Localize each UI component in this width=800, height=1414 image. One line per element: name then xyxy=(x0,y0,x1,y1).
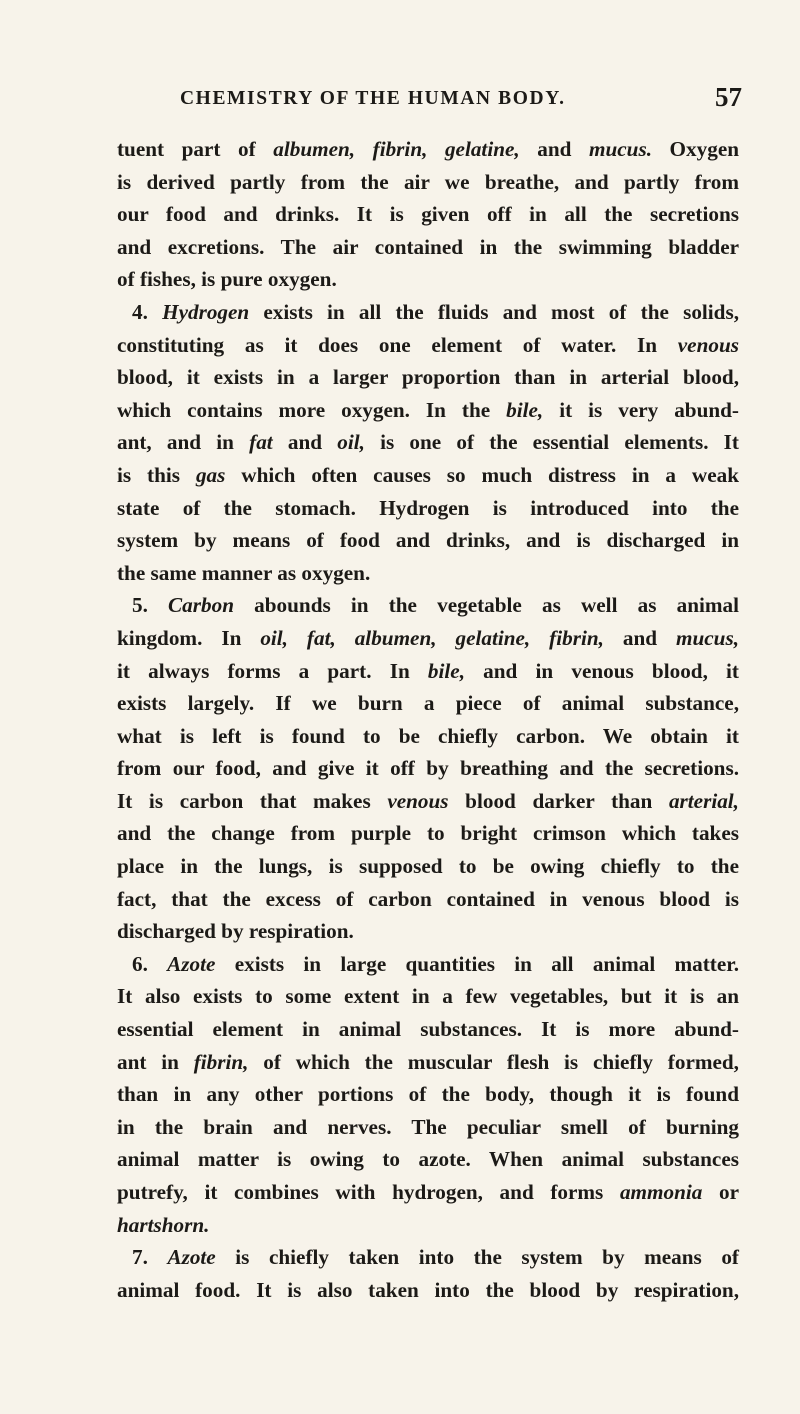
text-run: in the brain and nerves. The peculiar smell of burning xyxy=(117,1114,739,1139)
text-run: constituting as it does one element of water. In xyxy=(117,332,678,357)
text-run: 7. xyxy=(132,1245,168,1270)
text-run: tuent part of xyxy=(117,137,274,161)
text-run: which often causes so much distress in a weak xyxy=(225,462,740,487)
text-line xyxy=(117,557,739,590)
text-line xyxy=(117,426,739,459)
text-run: and xyxy=(272,430,338,455)
italic-term: ammonia xyxy=(619,1180,703,1204)
italic-term: albumen, fibrin, gelatine, xyxy=(273,137,520,161)
text-run: fact, that the excess of carbon contained in venous blood is xyxy=(117,886,739,911)
text-line xyxy=(117,622,739,655)
italic-term: bile, xyxy=(506,397,544,422)
text-line xyxy=(117,589,739,622)
text-run: or xyxy=(702,1180,739,1204)
italic-term: venous xyxy=(387,788,449,813)
italic-term: oil, xyxy=(337,430,365,455)
text-run: blood darker than xyxy=(448,788,669,813)
text-run: which contains more oxygen. In the xyxy=(117,397,507,422)
text-line xyxy=(117,296,739,329)
text-run: and excretions. The air contained in the swimming bladder xyxy=(117,234,739,259)
text-line xyxy=(117,1209,739,1242)
text-run: and the change from purple to bright crimson which takes xyxy=(117,821,739,846)
body-text xyxy=(117,133,739,1306)
text-run: animal matter is owing to azote. When animal substances xyxy=(117,1147,739,1172)
text-line xyxy=(117,492,739,525)
text-run: it is very abund- xyxy=(543,397,739,422)
text-run: what is left is found to be chiefly carbon. We obtain it xyxy=(117,723,739,748)
text-run: of which the muscular flesh is chiefly formed, xyxy=(248,1049,739,1074)
text-run: exists in all the fluids and most of the solids, xyxy=(249,299,740,324)
text-line xyxy=(117,166,739,199)
text-line xyxy=(117,394,739,427)
text-run: state of the stomach. Hydrogen is introduced into the xyxy=(117,495,739,520)
text-line xyxy=(117,720,739,753)
text-line xyxy=(117,329,739,362)
italic-term: gas xyxy=(195,462,226,487)
text-line xyxy=(117,1078,739,1111)
text-line xyxy=(117,524,739,557)
text-run: place in the lungs, is supposed to be owing chiefly to the xyxy=(117,854,739,879)
text-line xyxy=(117,980,739,1013)
text-run: kingdom. In xyxy=(117,625,261,650)
text-run: it always forms a part. In xyxy=(117,658,428,683)
italic-term: bile, xyxy=(427,658,465,683)
italic-term: mucus, xyxy=(676,625,739,650)
text-line xyxy=(117,1013,739,1046)
page-header xyxy=(118,82,742,122)
text-run: exists largely. If we burn a piece of animal substance, xyxy=(117,691,739,716)
italic-term: mucus. xyxy=(589,137,652,161)
text-line xyxy=(117,752,739,785)
text-line xyxy=(117,263,739,296)
italic-term: fibrin, xyxy=(193,1049,249,1074)
text-run: It is carbon that makes xyxy=(117,788,388,813)
text-run: system by means of food and drinks, and is discharged in xyxy=(117,528,739,553)
running-head: CHEMISTRY OF THE HUMAN BODY. xyxy=(180,88,566,109)
page-number: 57 xyxy=(715,82,742,112)
text-run: is one of the essential elements. It xyxy=(364,430,739,455)
text-line xyxy=(117,1143,739,1176)
text-run: 5. xyxy=(132,593,169,618)
text-run: Oxygen xyxy=(652,137,740,161)
text-line xyxy=(117,850,739,883)
text-run: is derived partly from the air we breathe, and partly from xyxy=(117,169,739,194)
text-run: of fishes, is pure oxygen. xyxy=(117,267,337,292)
text-line xyxy=(117,361,739,394)
text-line xyxy=(117,1274,739,1307)
text-run: animal food. It is also taken into the blood by respiration, xyxy=(117,1277,739,1302)
text-run: the same manner as oxygen. xyxy=(117,560,371,585)
italic-term: oil, fat, albumen, gelatine, fibrin, xyxy=(260,625,604,650)
text-run: blood, it exists in a larger proportion than in arterial blood, xyxy=(117,365,739,390)
text-run: our food and drinks. It is given off in all the secretions xyxy=(117,202,739,227)
text-run: It also exists to some extent in a few vegetables, but it is an xyxy=(117,984,739,1009)
text-run: abounds in the vegetable as well as animal xyxy=(234,593,739,618)
italic-term: Azote xyxy=(167,951,216,976)
italic-term: Azote xyxy=(167,1245,216,1270)
text-line xyxy=(117,1241,739,1274)
text-line xyxy=(117,655,739,688)
text-line xyxy=(117,133,739,166)
italic-term: venous xyxy=(677,332,739,357)
text-line xyxy=(117,915,739,948)
text-line xyxy=(117,231,739,264)
text-run: 6. xyxy=(132,951,168,976)
text-run: from our food, and give it off by breathing and the secretions. xyxy=(117,756,739,781)
text-line xyxy=(117,687,739,720)
text-line xyxy=(117,459,739,492)
text-run: essential element in animal substances. It is more abund- xyxy=(117,1017,739,1042)
text-run: is this xyxy=(117,462,196,487)
italic-term: arterial, xyxy=(668,788,739,813)
text-run: and xyxy=(603,625,676,650)
text-line xyxy=(117,1046,739,1079)
text-run: exists in large quantities in all animal matter. xyxy=(215,951,740,976)
text-line xyxy=(117,948,739,981)
italic-term: Carbon xyxy=(168,593,234,618)
italic-term: hartshorn. xyxy=(117,1212,210,1237)
text-line xyxy=(117,1176,739,1209)
text-run: discharged by respiration. xyxy=(117,919,354,944)
text-run: than in any other portions of the body, though it is found xyxy=(117,1082,739,1107)
text-run: putrefy, it combines with hydrogen, and forms xyxy=(117,1180,620,1204)
text-line xyxy=(117,817,739,850)
italic-term: fat xyxy=(249,430,273,455)
text-run: ant in xyxy=(117,1049,194,1074)
text-line xyxy=(117,785,739,818)
text-run: ant, and in xyxy=(117,430,250,455)
text-line xyxy=(117,198,739,231)
text-run: is chiefly taken into the system by means of xyxy=(215,1245,739,1270)
text-run: and xyxy=(519,137,589,161)
text-run: 4. xyxy=(132,299,163,324)
text-run: and in venous blood, it xyxy=(465,658,739,683)
text-line xyxy=(117,1111,739,1144)
italic-term: Hydrogen xyxy=(162,299,250,324)
text-line xyxy=(117,883,739,916)
